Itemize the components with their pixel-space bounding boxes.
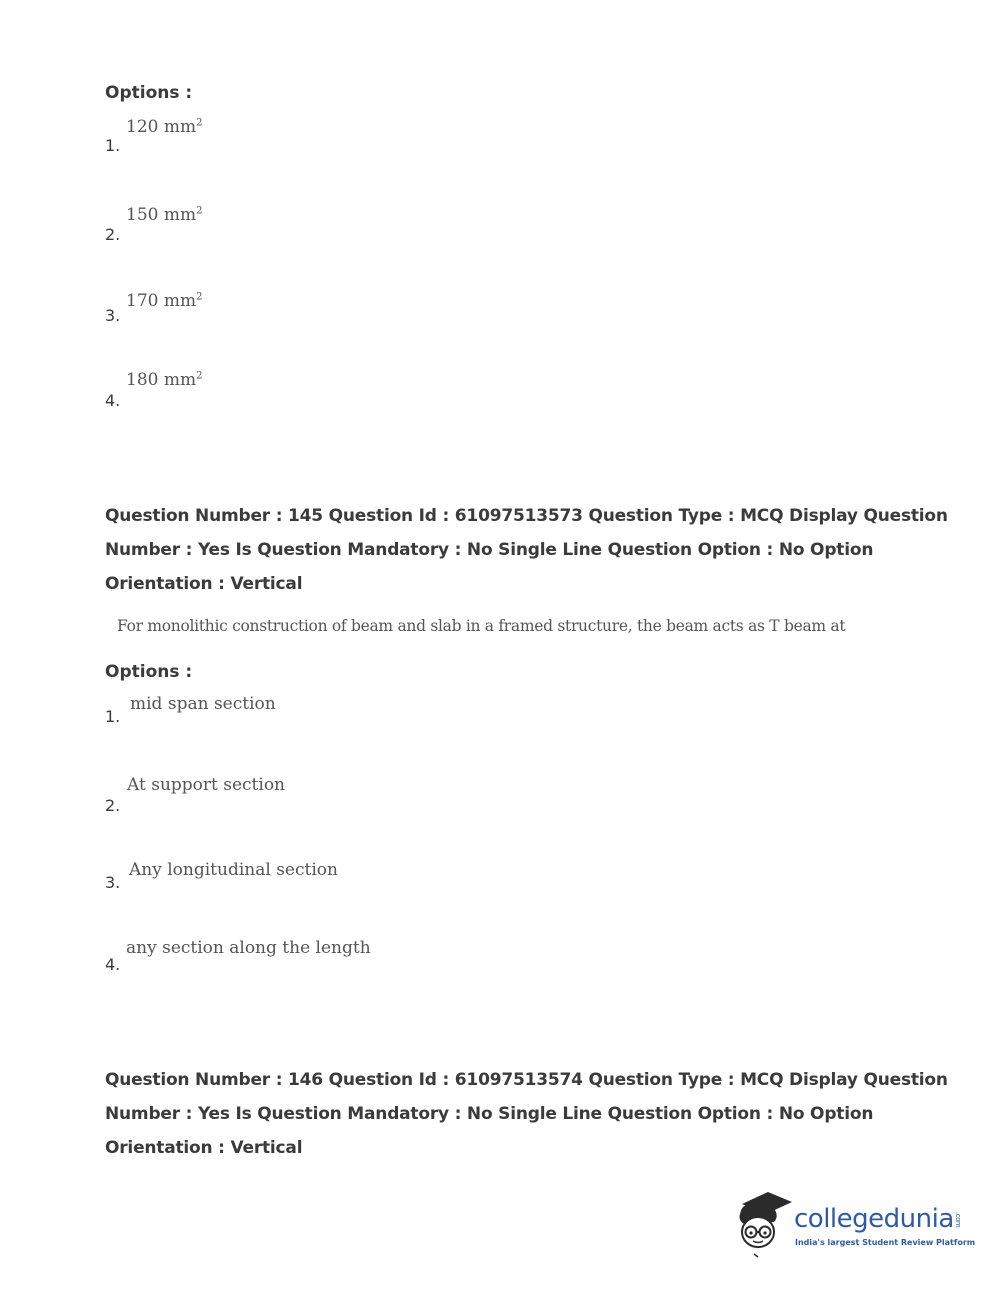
- option-number: 4.: [105, 955, 121, 974]
- question-text: For monolithic construction of beam and slab in a framed structure, the beam acts as T beam at: [117, 617, 846, 635]
- question-meta-145: Question Number : 145 Question Id : 61097513573 Question Type : MCQ Display Question Number : Yes Is Question Mandatory : No Single Line Question Option : No Option Orientation : Vertical: [105, 506, 948, 594]
- collegedunia-logo: [734, 1188, 976, 1258]
- option-value: Any longitudinal section: [129, 860, 338, 880]
- logo-tagline: India's largest Student Review Platform: [795, 1238, 976, 1247]
- option-number: 2.: [105, 796, 121, 815]
- option-value: At support section: [127, 775, 286, 795]
- option-number: 4.: [105, 391, 121, 410]
- mascot-icon: [734, 1188, 794, 1258]
- logo-wordmark: collegedunia.com: [794, 1204, 962, 1234]
- option-value: 150 $mm^2$: [126, 205, 203, 225]
- options-label: Options :: [105, 662, 193, 682]
- options-label: Options :: [105, 83, 193, 103]
- option-value: 170 $mm^2$: [126, 291, 203, 311]
- option-number: 1.: [105, 707, 121, 726]
- option-value: mid span section: [130, 694, 276, 714]
- option-number: 2.: [105, 225, 121, 244]
- option-value: 120 $mm^2$: [126, 117, 203, 137]
- option-value: any section along the length: [126, 938, 371, 958]
- option-number: 1.: [105, 136, 121, 155]
- question-meta-146: Question Number : 146 Question Id : 61097513574 Question Type : MCQ Display Question Number : Yes Is Question Mandatory : No Single Line Question Option : No Option Orientation : Vertical: [105, 1070, 948, 1158]
- option-number: 3.: [105, 306, 121, 325]
- option-value: 180 $mm^2$: [126, 370, 203, 390]
- option-number: 3.: [105, 873, 121, 892]
